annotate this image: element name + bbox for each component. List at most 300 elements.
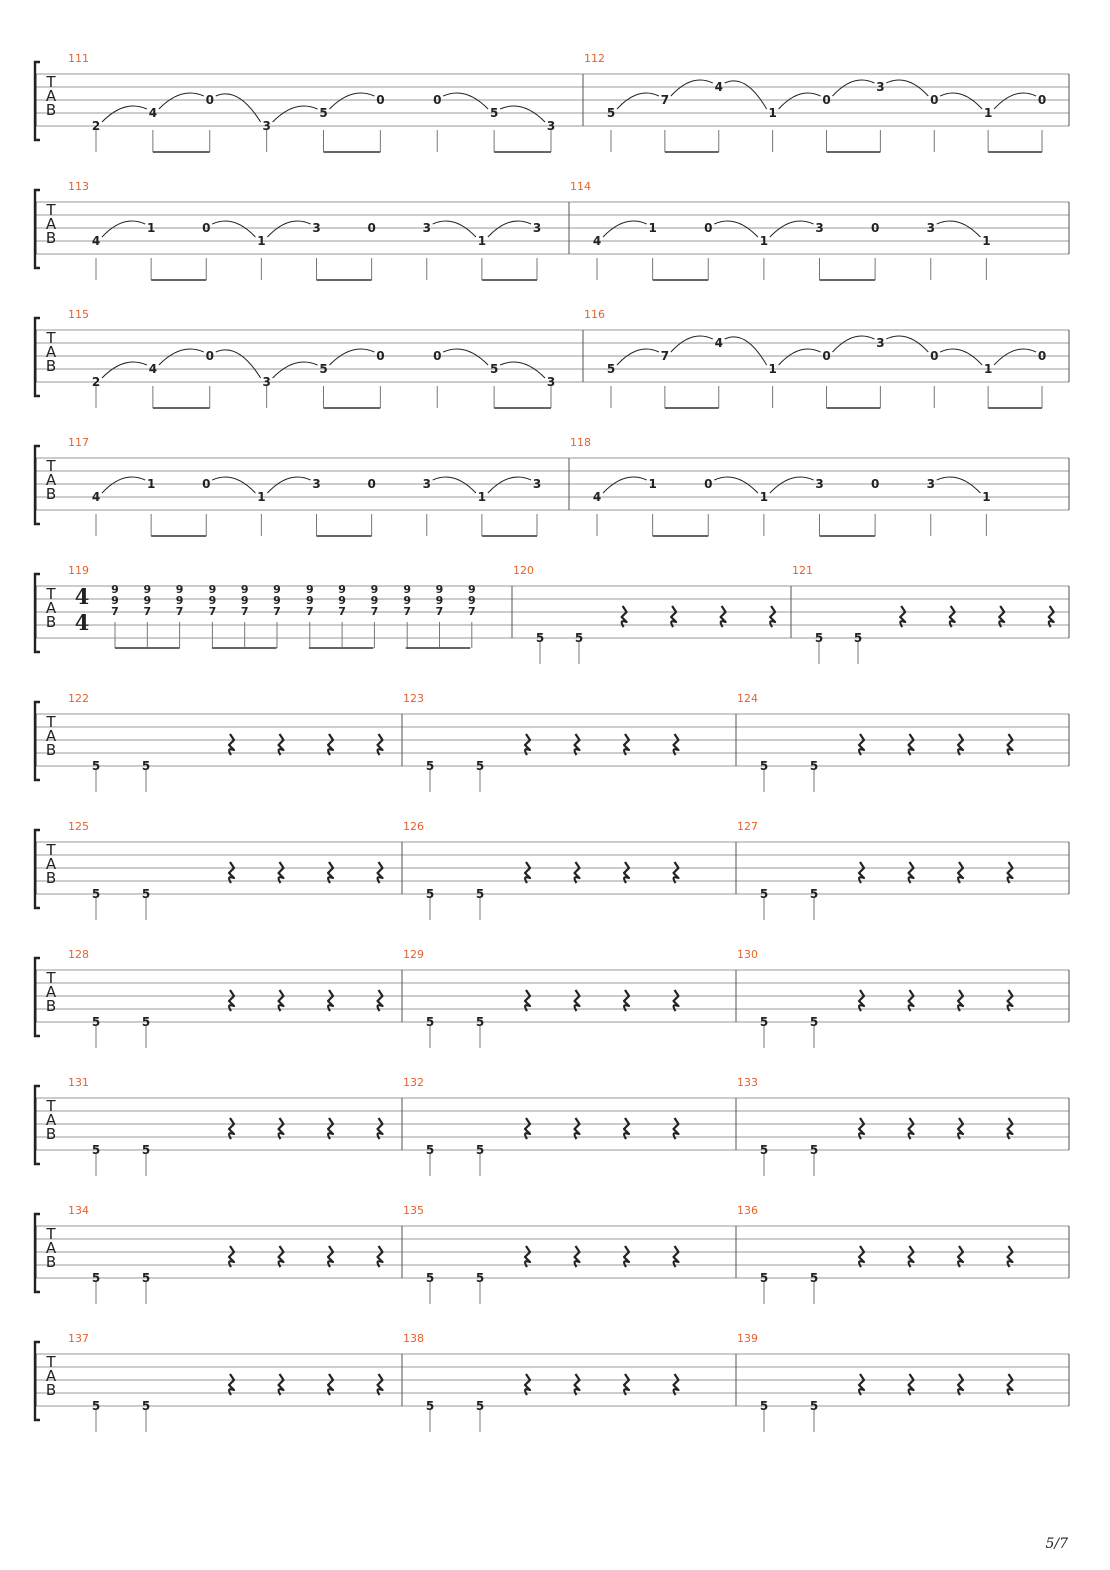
quarter-rest — [279, 1246, 284, 1267]
fret-number: 1 — [648, 221, 657, 235]
measure-number: 134 — [68, 1204, 89, 1217]
fret-number: 0 — [433, 93, 442, 107]
fret-number: 1 — [477, 234, 487, 248]
slur — [159, 349, 204, 365]
quarter-rest — [378, 990, 383, 1011]
chord-fret-number: 7 — [370, 605, 379, 618]
slur — [443, 93, 488, 109]
slur — [886, 336, 928, 352]
chord-fret-number: 9 — [273, 583, 281, 596]
fret-number: 2 — [91, 375, 101, 389]
fret-number: 3 — [926, 221, 935, 235]
fret-number: 3 — [312, 477, 321, 491]
quarter-rest — [859, 990, 864, 1011]
slur — [159, 93, 204, 109]
quarter-rest — [624, 1246, 629, 1267]
fret-number: 4 — [592, 490, 602, 504]
slur — [603, 477, 647, 493]
slur — [433, 477, 476, 493]
fret-number: 5 — [814, 631, 824, 645]
fret-number: 1 — [983, 106, 993, 120]
measure-number: 137 — [68, 1332, 89, 1345]
chord-fret-number: 7 — [403, 605, 412, 618]
fret-number: 7 — [660, 93, 670, 107]
fret-number: 1 — [257, 234, 266, 248]
time-signature-numerator: 4 — [74, 584, 90, 609]
tab-clef-letter: T — [46, 73, 56, 91]
fret-number: 1 — [983, 362, 993, 376]
slur — [937, 477, 981, 493]
quarter-rest — [674, 734, 679, 755]
measure-number: 133 — [737, 1076, 758, 1089]
fret-number: 0 — [870, 221, 880, 235]
slur — [216, 94, 261, 122]
fret-number: 0 — [1037, 93, 1047, 107]
fret-number: 5 — [853, 631, 863, 645]
fret-number: 5 — [759, 1271, 769, 1285]
quarter-rest — [958, 990, 963, 1011]
tab-clef-letter: A — [45, 343, 57, 361]
quarter-rest — [859, 1374, 864, 1395]
quarter-rest — [999, 606, 1004, 627]
quarter-rest — [1008, 734, 1013, 755]
fret-number: 4 — [148, 362, 158, 376]
slur — [102, 362, 147, 378]
slur — [725, 81, 767, 109]
slur — [770, 477, 814, 493]
fret-number: 5 — [319, 106, 328, 120]
slur — [714, 221, 758, 237]
measure-number: 138 — [403, 1332, 424, 1345]
slur — [102, 221, 145, 237]
chord-fret-number: 9 — [305, 594, 314, 607]
quarter-rest — [575, 1118, 580, 1139]
fret-number: 1 — [477, 490, 487, 504]
fret-number: 0 — [704, 221, 713, 235]
fret-number: 5 — [759, 887, 769, 901]
slur — [940, 93, 982, 109]
quarter-rest — [525, 862, 530, 883]
slur — [102, 106, 147, 122]
fret-number: 5 — [425, 1143, 435, 1157]
chord-fret-number: 9 — [467, 583, 476, 596]
quarter-rest — [958, 862, 963, 883]
quarter-rest — [909, 862, 914, 883]
fret-number: 5 — [425, 1399, 435, 1413]
fret-number: 5 — [141, 1399, 151, 1413]
slur — [770, 221, 814, 237]
fret-number: 5 — [141, 1271, 151, 1285]
fret-number: 3 — [422, 477, 431, 491]
quarter-rest — [909, 1246, 914, 1267]
fret-number: 4 — [714, 80, 723, 94]
fret-number: 1 — [759, 490, 769, 504]
fret-number: 7 — [660, 349, 670, 363]
slur — [671, 80, 713, 96]
fret-number: 0 — [367, 221, 376, 235]
chord-fret-number: 9 — [370, 583, 379, 596]
measure-number: 111 — [68, 52, 89, 65]
quarter-rest — [328, 862, 333, 883]
fret-number: 5 — [91, 1143, 101, 1157]
fret-number: 0 — [376, 93, 385, 107]
fret-number: 1 — [768, 362, 777, 376]
chord-fret-number: 9 — [143, 594, 152, 607]
quarter-rest — [950, 606, 955, 627]
fret-number: 4 — [148, 106, 158, 120]
slur — [714, 477, 758, 493]
measure-number: 112 — [584, 52, 605, 65]
slur — [273, 362, 318, 378]
chord-fret-number: 9 — [338, 583, 346, 596]
fret-number: 0 — [704, 477, 713, 491]
measure-number: 123 — [403, 692, 424, 705]
fret-number: 4 — [592, 234, 602, 248]
fret-number: 1 — [146, 477, 156, 491]
chord-fret-number: 9 — [111, 594, 119, 607]
quarter-rest — [1008, 1374, 1013, 1395]
fret-number: 5 — [475, 1143, 485, 1157]
quarter-rest — [328, 1118, 333, 1139]
fret-number: 5 — [606, 362, 616, 376]
quarter-rest — [859, 734, 864, 755]
slur — [330, 349, 375, 365]
fret-number: 0 — [205, 93, 214, 107]
quarter-rest — [279, 1374, 284, 1395]
measure-number: 113 — [68, 180, 89, 193]
tab-clef-letter: A — [45, 1111, 57, 1129]
quarter-rest — [279, 990, 284, 1011]
quarter-rest — [328, 734, 333, 755]
tab-clef-letter: T — [46, 457, 56, 475]
fret-number: 3 — [815, 477, 824, 491]
slur — [273, 106, 318, 122]
quarter-rest — [378, 734, 383, 755]
fret-number: 5 — [141, 759, 151, 773]
fret-number: 5 — [809, 1015, 819, 1029]
tab-clef-letter: B — [45, 1381, 57, 1399]
quarter-rest — [1008, 1118, 1013, 1139]
quarter-rest — [674, 1118, 679, 1139]
quarter-rest — [1008, 862, 1013, 883]
tab-clef-letter: T — [46, 1225, 56, 1243]
tab-clef-letter: A — [45, 87, 57, 105]
slur — [886, 80, 928, 96]
fret-number: 5 — [425, 759, 435, 773]
quarter-rest — [1008, 1246, 1013, 1267]
quarter-rest — [575, 862, 580, 883]
tab-clef-letter: A — [45, 983, 57, 1001]
quarter-rest — [525, 1374, 530, 1395]
quarter-rest — [378, 1118, 383, 1139]
chord-fret-number: 7 — [467, 605, 476, 618]
fret-number: 5 — [475, 1015, 485, 1029]
tab-clef-letter: B — [45, 101, 57, 119]
fret-number: 3 — [532, 477, 542, 491]
slur — [779, 349, 821, 365]
measure-number: 118 — [570, 436, 591, 449]
fret-number: 3 — [422, 221, 431, 235]
chord-fret-number: 9 — [467, 594, 476, 607]
quarter-rest — [721, 606, 726, 627]
slur — [617, 93, 659, 109]
quarter-rest — [279, 734, 284, 755]
fret-number: 5 — [141, 887, 151, 901]
measure-number: 116 — [584, 308, 605, 321]
slur — [833, 336, 875, 352]
fret-number: 5 — [91, 1015, 101, 1029]
fret-number: 5 — [425, 887, 435, 901]
slur — [212, 221, 255, 237]
chord-fret-number: 9 — [208, 594, 217, 607]
slur — [267, 221, 310, 237]
quarter-rest — [958, 1118, 963, 1139]
tab-clef-letter: B — [45, 997, 57, 1015]
quarter-rest — [378, 862, 383, 883]
quarter-rest — [279, 1118, 284, 1139]
tab-clef-letter: A — [45, 1367, 57, 1385]
fret-number: 1 — [982, 234, 991, 248]
tab-clef-letter: B — [45, 1125, 57, 1143]
quarter-rest — [328, 990, 333, 1011]
fret-number: 5 — [91, 887, 101, 901]
fret-number: 5 — [475, 887, 485, 901]
fret-number: 1 — [982, 490, 991, 504]
measure-number: 128 — [68, 948, 89, 961]
measure-number: 136 — [737, 1204, 758, 1217]
chord-fret-number: 7 — [111, 605, 119, 618]
tab-clef-letter: T — [46, 969, 56, 987]
slur — [500, 106, 545, 122]
tab-clef-letter: B — [45, 613, 57, 631]
measure-number: 117 — [68, 436, 89, 449]
slur — [267, 477, 310, 493]
fret-number: 3 — [532, 221, 542, 235]
fret-number: 5 — [475, 759, 485, 773]
fret-number: 5 — [809, 1399, 819, 1413]
fret-number: 5 — [141, 1143, 151, 1157]
quarter-rest — [378, 1246, 383, 1267]
chord-fret-number: 7 — [143, 605, 152, 618]
tab-clef-letter: T — [46, 1353, 56, 1371]
chord-fret-number: 9 — [338, 594, 346, 607]
slur — [671, 336, 713, 352]
chord-fret-number: 9 — [305, 583, 314, 596]
chord-fret-number: 9 — [111, 583, 119, 596]
fret-number: 4 — [91, 490, 101, 504]
quarter-rest — [279, 862, 284, 883]
fret-number: 0 — [930, 93, 939, 107]
measure-number: 126 — [403, 820, 424, 833]
quarter-rest — [674, 1374, 679, 1395]
fret-number: 3 — [262, 375, 271, 389]
slur — [433, 221, 476, 237]
slur — [994, 93, 1036, 109]
quarter-rest — [909, 734, 914, 755]
chord-fret-number: 7 — [338, 605, 346, 618]
quarter-rest — [525, 1118, 530, 1139]
quarter-rest — [525, 1246, 530, 1267]
tab-clef-letter: T — [46, 841, 56, 859]
slur — [833, 80, 875, 96]
fret-number: 0 — [1037, 349, 1047, 363]
fret-number: 5 — [809, 1143, 819, 1157]
slur — [994, 349, 1036, 365]
quarter-rest — [859, 1118, 864, 1139]
measure-number: 131 — [68, 1076, 89, 1089]
fret-number: 3 — [262, 119, 271, 133]
fret-number: 0 — [205, 349, 214, 363]
fret-number: 0 — [822, 93, 831, 107]
chord-fret-number: 9 — [240, 583, 249, 596]
quarter-rest — [674, 990, 679, 1011]
fret-number: 3 — [876, 336, 885, 350]
fret-number: 0 — [822, 349, 831, 363]
tab-clef-letter: A — [45, 471, 57, 489]
measure-number: 121 — [792, 564, 813, 577]
chord-fret-number: 9 — [175, 583, 184, 596]
measure-number: 139 — [737, 1332, 758, 1345]
quarter-rest — [909, 1118, 914, 1139]
quarter-rest — [229, 1246, 234, 1267]
tab-clef-letter: T — [46, 585, 56, 603]
chord-fret-number: 7 — [273, 605, 281, 618]
quarter-rest — [575, 1246, 580, 1267]
quarter-rest — [958, 734, 963, 755]
slur — [216, 350, 261, 378]
fret-number: 0 — [367, 477, 376, 491]
fret-number: 5 — [91, 1399, 101, 1413]
measure-number: 135 — [403, 1204, 424, 1217]
quarter-rest — [624, 990, 629, 1011]
fret-number: 0 — [433, 349, 442, 363]
tab-clef-letter: T — [46, 713, 56, 731]
quarter-rest — [229, 990, 234, 1011]
fret-number: 4 — [91, 234, 101, 248]
measure-number: 125 — [68, 820, 89, 833]
quarter-rest — [229, 734, 234, 755]
chord-fret-number: 9 — [403, 583, 412, 596]
fret-number: 1 — [257, 490, 266, 504]
quarter-rest — [624, 734, 629, 755]
tab-clef-letter: B — [45, 357, 57, 375]
tab-clef-letter: A — [45, 1239, 57, 1257]
measure-number: 130 — [737, 948, 758, 961]
measure-number: 120 — [513, 564, 534, 577]
fret-number: 5 — [141, 1015, 151, 1029]
chord-fret-number: 9 — [403, 594, 412, 607]
tab-clef-letter: A — [45, 215, 57, 233]
chord-fret-number: 7 — [175, 605, 184, 618]
tab-clef-letter: B — [45, 229, 57, 247]
slur — [725, 337, 767, 365]
fret-number: 5 — [606, 106, 616, 120]
quarter-rest — [229, 1118, 234, 1139]
fret-number: 0 — [202, 477, 211, 491]
measure-number: 124 — [737, 692, 758, 705]
quarter-rest — [229, 862, 234, 883]
measure-number: 115 — [68, 308, 89, 321]
fret-number: 0 — [870, 477, 880, 491]
quarter-rest — [525, 734, 530, 755]
fret-number: 3 — [926, 477, 935, 491]
chord-fret-number: 7 — [305, 605, 314, 618]
measure-number: 127 — [737, 820, 758, 833]
fret-number: 5 — [475, 1399, 485, 1413]
tab-clef-letter: B — [45, 485, 57, 503]
quarter-rest — [958, 1246, 963, 1267]
quarter-rest — [909, 1374, 914, 1395]
quarter-rest — [770, 606, 775, 627]
tab-clef-letter: T — [46, 1097, 56, 1115]
fret-number: 5 — [759, 1143, 769, 1157]
quarter-rest — [1008, 990, 1013, 1011]
fret-number: 5 — [759, 759, 769, 773]
tab-clef-letter: T — [46, 329, 56, 347]
fret-number: 5 — [809, 1271, 819, 1285]
slur — [330, 93, 375, 109]
measure-number: 132 — [403, 1076, 424, 1089]
slur — [603, 221, 647, 237]
chord-fret-number: 9 — [370, 594, 379, 607]
quarter-rest — [859, 862, 864, 883]
fret-number: 1 — [648, 477, 657, 491]
chord-fret-number: 9 — [273, 594, 281, 607]
quarter-rest — [958, 1374, 963, 1395]
quarter-rest — [328, 1374, 333, 1395]
chord-fret-number: 9 — [435, 594, 444, 607]
fret-number: 0 — [376, 349, 385, 363]
fret-number: 5 — [535, 631, 545, 645]
quarter-rest — [624, 862, 629, 883]
quarter-rest — [624, 1118, 629, 1139]
fret-number: 5 — [759, 1015, 769, 1029]
fret-number: 5 — [319, 362, 328, 376]
fret-number: 5 — [809, 887, 819, 901]
fret-number: 0 — [202, 221, 211, 235]
measure-number: 119 — [68, 564, 89, 577]
chord-fret-number: 7 — [208, 605, 217, 618]
slur — [617, 349, 659, 365]
quarter-rest — [900, 606, 905, 627]
quarter-rest — [378, 1374, 383, 1395]
fret-number: 5 — [489, 362, 499, 376]
chord-fret-number: 7 — [240, 605, 249, 618]
fret-number: 1 — [768, 106, 777, 120]
fret-number: 5 — [489, 106, 499, 120]
quarter-rest — [674, 862, 679, 883]
fret-number: 5 — [91, 759, 101, 773]
slur — [940, 349, 982, 365]
quarter-rest — [859, 1246, 864, 1267]
tab-clef-letter: A — [45, 855, 57, 873]
fret-number: 2 — [91, 119, 101, 133]
tab-clef-letter: B — [45, 741, 57, 759]
chord-fret-number: 7 — [435, 605, 444, 618]
fret-number: 0 — [930, 349, 939, 363]
quarter-rest — [674, 1246, 679, 1267]
fret-number: 3 — [312, 221, 321, 235]
tab-clef-letter: T — [46, 201, 56, 219]
chord-fret-number: 9 — [240, 594, 249, 607]
fret-number: 3 — [876, 80, 885, 94]
fret-number: 4 — [714, 336, 723, 350]
quarter-rest — [575, 1374, 580, 1395]
measure-number: 122 — [68, 692, 89, 705]
page-number: 5/7 — [1045, 1536, 1068, 1552]
quarter-rest — [229, 1374, 234, 1395]
fret-number: 5 — [759, 1399, 769, 1413]
